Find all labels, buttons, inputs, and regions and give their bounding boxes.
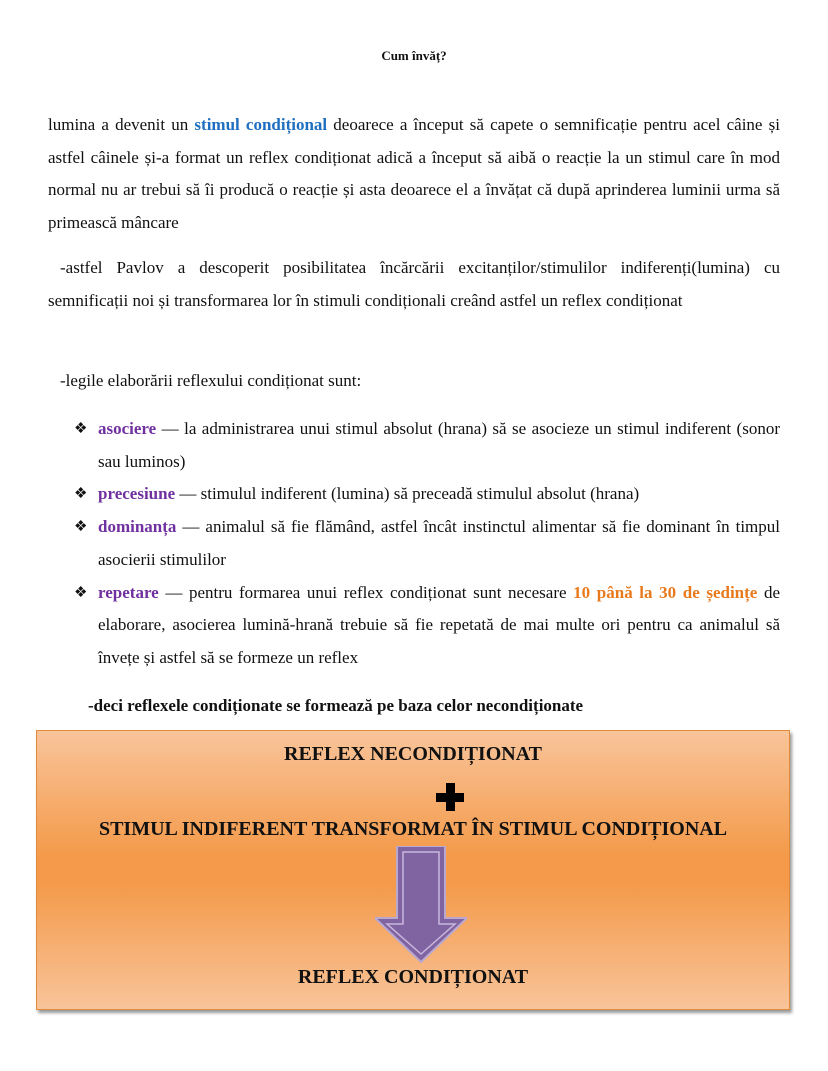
plus-icon [436, 783, 464, 811]
law-text: de elaborare, asocierea lumină-hrană trebuie să fie repetată de mai multe ori pentru ca animalul să învețe și astfel să se formeze un reflex [98, 582, 780, 667]
laws-list [74, 413, 780, 675]
paragraph-laws-intro: -legile elaborării reflexului condiționat sunt: [60, 371, 362, 390]
list-item [74, 413, 780, 478]
law-text: — stimulul indiferent (lumina) să preceadă stimulul absolut (hrana) [175, 484, 640, 504]
highlight-stimul-conditional: stimul condițional [194, 115, 328, 134]
diamond-bullet-icon: ❖ [74, 519, 88, 536]
list-item [74, 577, 780, 675]
diagram-top-label: REFLEX NECONDIȚIONAT [284, 743, 542, 765]
diamond-bullet-icon: ❖ [74, 584, 88, 601]
list-item [74, 478, 780, 511]
paragraph-pavlov: -astfel Pavlov a descoperit posibilitatea încărcării excitanților/stimulilor indiferenți(lumina) cu semnificații noi și transformarea lor în stimuli condiționali creând astfel un reflex condiționat [48, 258, 780, 310]
down-arrow-icon [375, 846, 467, 964]
list-item [74, 511, 780, 576]
page-header-title: Cum învăț? [381, 48, 447, 63]
reflex-diagram [36, 730, 790, 1010]
paragraph-stimulus [48, 109, 780, 239]
conclusion: -deci reflexele condiționate se formează pe baza celor necondiționate [88, 696, 584, 715]
law-text: — pentru formarea unui reflex condiționat sunt necesare [158, 582, 574, 602]
law-term: dominanța [98, 517, 177, 537]
diamond-bullet-icon: ❖ [74, 421, 88, 437]
law-text: — la administrarea unui stimul absolut (hrana) să se asocieze un stimul indiferent (sonor sau luminos) [98, 419, 780, 471]
law-text: — animalul să fie flămând, astfel încât instinctul alimentar să fie dominant în timpul asocierii stimulilor [98, 517, 780, 569]
diamond-bullet-icon: ❖ [74, 486, 88, 503]
diagram-bottom-label: REFLEX CONDIȚIONAT [297, 966, 529, 988]
diagram-middle-label: STIMUL INDIFERENT TRANSFORMAT ÎN STIMUL CONDIȚIONAL [98, 818, 728, 840]
law-term: asociere [98, 419, 157, 438]
law-term: precesiune [98, 484, 176, 504]
law-term: repetare [98, 582, 159, 602]
text: deoarece a început să capete o semnificație pentru acel câine și astfel câinele și-a format un reflex condiționat adică a început să aibă o reacție la un stimul care în mod normal nu ar trebui să îi producă o reacție și asta deoarece el a învățat că după aprinderea luminii urma să primească mâncare [48, 115, 780, 232]
text: lumina a devenit un [48, 115, 195, 134]
highlight-sessions: 10 până la 30 de ședințe [573, 582, 758, 602]
